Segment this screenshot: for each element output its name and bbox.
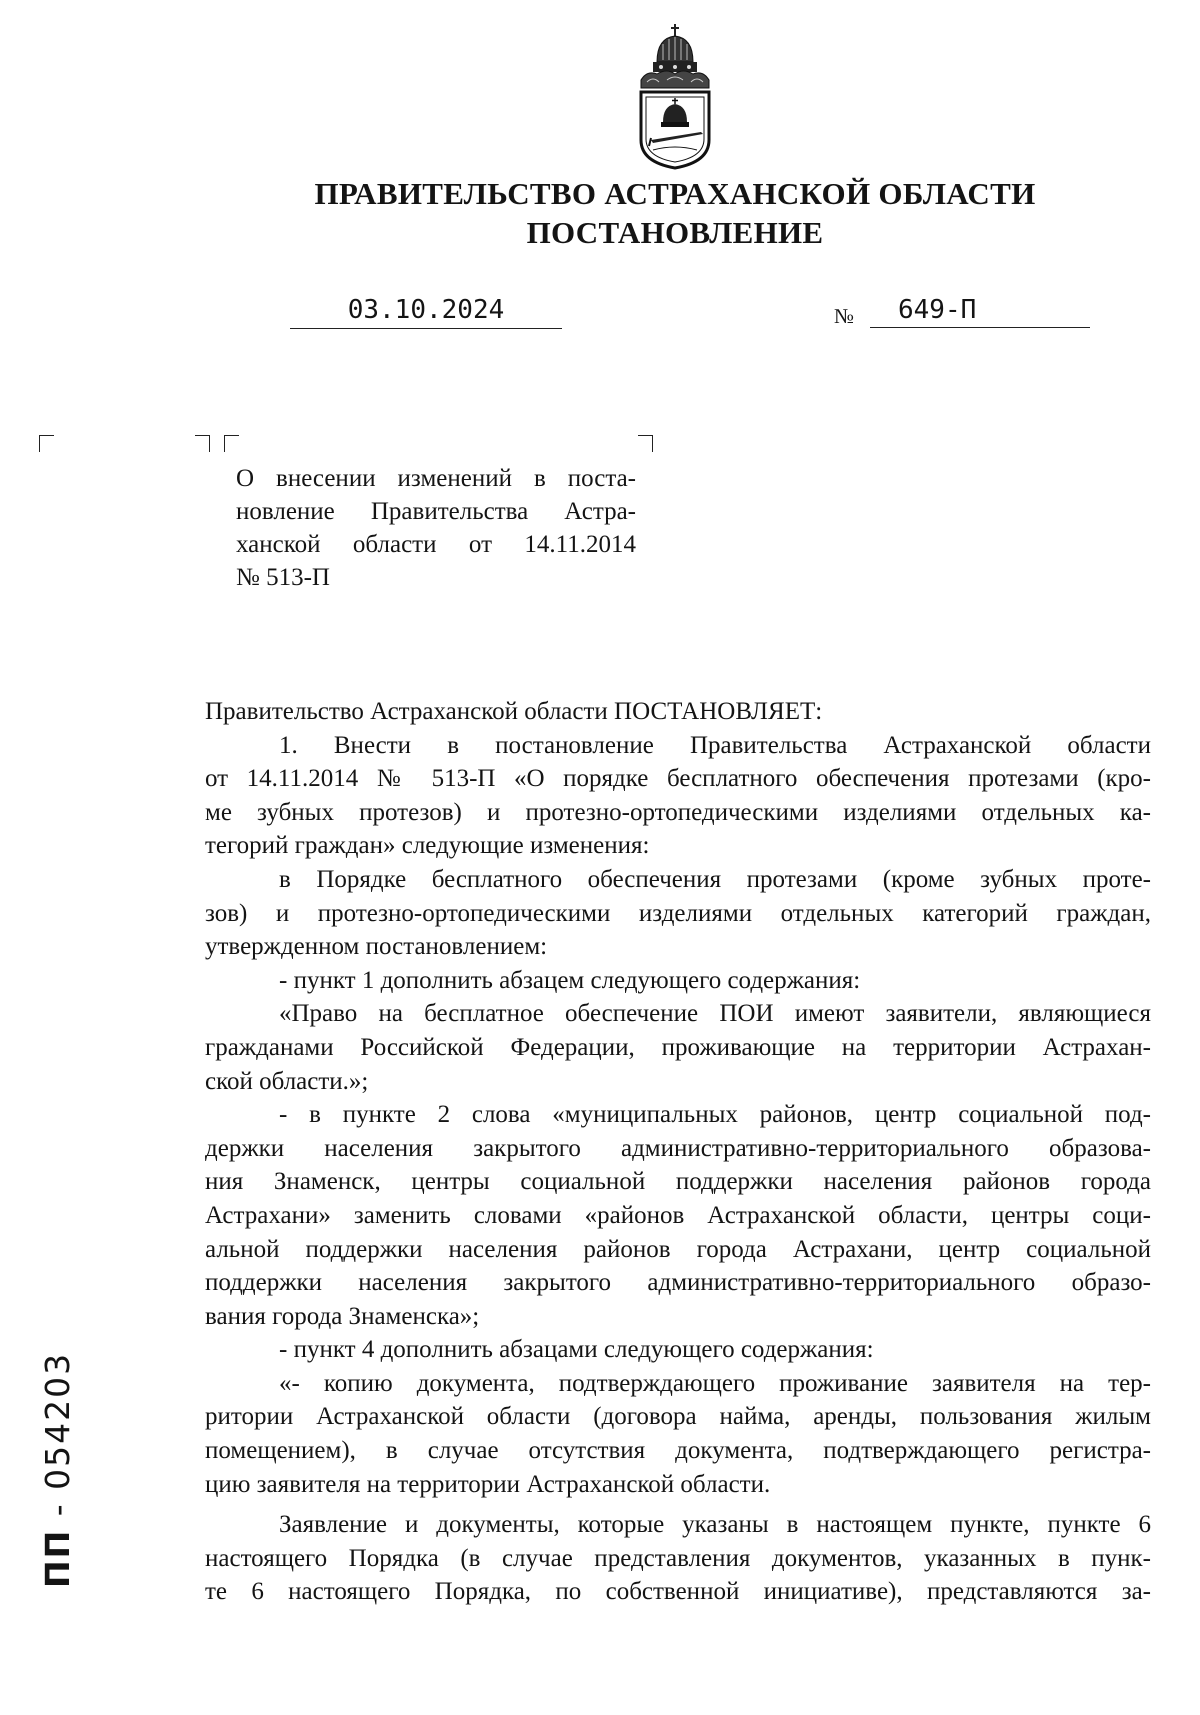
body-line: держки населения закрытого административно-территориального образова- <box>205 1134 1151 1162</box>
document-number: 649-П <box>870 292 1090 328</box>
body-line: Правительство Астраханской области ПОСТАНОВЛЯЕТ: <box>205 698 823 725</box>
body-line: цию заявителя на территории Астраханской области. <box>205 1470 771 1498</box>
body-line: Заявление и документы, которые указаны в настоящем пункте, пункте 6 <box>279 1511 1151 1539</box>
body-line: от 14.11.2014 № 513-П «О порядке бесплатного обеспечения протезами (кро- <box>205 765 1151 793</box>
document-date: 03.10.2024 <box>290 292 562 329</box>
subject-line: ханской области от 14.11.2014 <box>236 531 636 558</box>
body-line: ритории Астраханской области (договора найма, аренды, пользования жилым <box>205 1403 1151 1431</box>
subject-line: О внесении изменений в поста- <box>236 465 636 492</box>
body-line: помещением), в случае отсутствия документа, подтверждающего регистра- <box>205 1437 1151 1465</box>
body-line: зов) и протезно-ортопедическими изделиями отдельных категорий граждан, <box>205 899 1151 927</box>
subject-line: № 513-П <box>236 564 330 591</box>
body-line: альной поддержки населения районов города Астрахани, центр социальной <box>205 1235 1151 1263</box>
body-line: - в пункте 2 слова «муниципальных районов, центр социальной под- <box>279 1101 1151 1129</box>
body-line: - пункт 1 дополнить абзацем следующего содержания: <box>279 966 861 994</box>
serial-series: ПП <box>38 1528 77 1588</box>
body-line: вания города Знаменска»; <box>205 1302 480 1330</box>
body-line: ской области.»; <box>205 1067 369 1095</box>
body-line: в Порядке бесплатного обеспечения протезами (кроме зубных проте- <box>279 865 1151 893</box>
body-line: те 6 настоящего Порядка, по собственной инициативе), представляются за- <box>205 1578 1151 1606</box>
corner-bracket-top-right <box>638 435 653 452</box>
serial-separator: - <box>38 1489 77 1529</box>
coat-of-arms-icon <box>627 22 723 170</box>
body-line: настоящего Порядка (в случае представления документов, указанных в пунк- <box>205 1544 1151 1572</box>
document-type-title: ПОСТАНОВЛЕНИЕ <box>526 215 824 250</box>
body-line: гражданами Российской Федерации, проживающие на территории Астрахан- <box>205 1033 1151 1061</box>
body-line: - пункт 4 дополнить абзацами следующего содержания: <box>279 1336 874 1364</box>
body-line: тегорий граждан» следующие изменения: <box>205 832 650 860</box>
document-body <box>205 695 1151 1609</box>
body-line: 1. Внести в постановление Правительства Астраханской области <box>279 731 1151 759</box>
number-sign: № <box>834 304 855 328</box>
corner-bracket-top-left <box>39 435 54 452</box>
body-line: «- копию документа, подтверждающего проживание заявителя на тер- <box>279 1369 1151 1397</box>
body-line: «Право на бесплатное обеспечение ПОИ имеют заявители, являющиеся <box>279 1000 1151 1028</box>
corner-bracket-top-left <box>224 435 239 452</box>
body-line: поддержки населения закрытого административно-территориального образо- <box>205 1269 1151 1297</box>
document-subject <box>236 462 636 594</box>
subject-line: новление Правительства Астра- <box>236 498 636 525</box>
body-line: утвержденном постановлением: <box>205 933 548 961</box>
body-line: ния Знаменск, центры социальной поддержки населения районов города <box>205 1168 1151 1196</box>
form-serial-number <box>38 1352 77 1588</box>
organization-title: ПРАВИТЕЛЬСТВО АСТРАХАНСКОЙ ОБЛАСТИ <box>314 176 1036 211</box>
body-line: Астрахани» заменить словами «районов Астраханской области, центры соци- <box>205 1201 1151 1229</box>
corner-bracket-top-right <box>195 435 210 452</box>
serial-number: 054203 <box>38 1351 77 1490</box>
body-line: ме зубных протезов) и протезно-ортопедическими изделиями отдельных ка- <box>205 798 1151 826</box>
